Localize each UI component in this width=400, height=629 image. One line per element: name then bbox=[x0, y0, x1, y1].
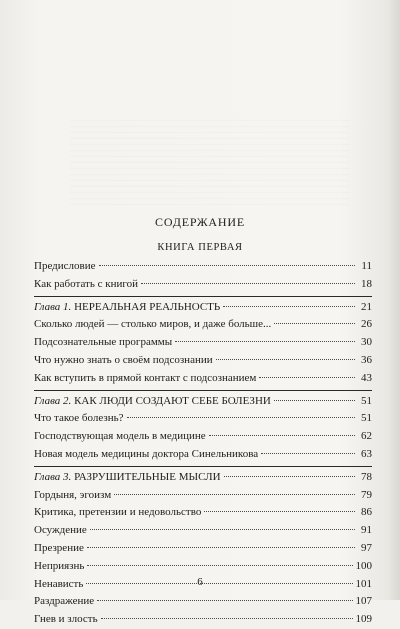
entry-title bbox=[34, 487, 111, 505]
dot-leader bbox=[216, 358, 355, 360]
entry-page-number: 107 bbox=[355, 595, 372, 608]
dot-leader bbox=[204, 510, 355, 512]
section-divider bbox=[34, 466, 372, 467]
section-divider bbox=[34, 296, 372, 297]
entry-page-number: 91 bbox=[361, 524, 372, 537]
entry-title-text: РАЗРУШИТЕЛЬНЫЕ МЫСЛИ bbox=[74, 470, 221, 483]
dot-leader bbox=[141, 282, 355, 284]
dot-leader bbox=[175, 340, 355, 342]
dot-leader bbox=[261, 452, 355, 454]
toc-entry[interactable] bbox=[34, 370, 372, 388]
dot-leader bbox=[99, 264, 356, 266]
toc-entry[interactable] bbox=[34, 352, 372, 370]
toc-entry[interactable] bbox=[34, 593, 372, 611]
chapter-label: Глава 2. bbox=[34, 394, 72, 407]
entry-title-text: Гнев и злость bbox=[34, 613, 98, 626]
entry-title bbox=[34, 428, 206, 446]
entry-title-text: КАК ЛЮДИ СОЗДАЮТ СЕБЕ БОЛЕЗНИ bbox=[74, 394, 271, 407]
entry-page-number: 36 bbox=[361, 353, 372, 366]
toc-entry[interactable] bbox=[34, 611, 372, 629]
entry-page-number: 62 bbox=[361, 430, 372, 443]
entry-title bbox=[34, 370, 256, 388]
entry-title-text: Что нужно знать о своём подсознании bbox=[34, 353, 213, 366]
entry-page-number: 43 bbox=[361, 371, 372, 384]
entry-title bbox=[34, 276, 138, 294]
dot-leader bbox=[90, 528, 355, 530]
contents-heading: СОДЕРЖАНИЕ bbox=[155, 215, 245, 229]
toc-entry[interactable] bbox=[34, 334, 372, 352]
entry-title-text: Господствующая модель в медицине bbox=[34, 430, 206, 443]
toc-entry[interactable] bbox=[34, 276, 372, 294]
dot-leader bbox=[223, 305, 355, 307]
entry-title-text: Как работать с книгой bbox=[34, 277, 138, 290]
entry-page-number: 51 bbox=[361, 412, 372, 425]
entry-page-number: 101 bbox=[355, 577, 372, 590]
dot-leader bbox=[87, 546, 355, 548]
entry-title bbox=[34, 410, 124, 428]
entry-title-text: Подсознательные программы bbox=[34, 336, 173, 349]
page-number: 6 bbox=[197, 576, 203, 588]
toc-entry[interactable] bbox=[34, 558, 372, 576]
chapter-label: Глава 3. bbox=[34, 470, 72, 483]
bleed-through-text bbox=[70, 120, 350, 205]
entry-title bbox=[34, 558, 84, 576]
dot-leader bbox=[114, 493, 355, 495]
book-heading: КНИГА ПЕРВАЯ bbox=[157, 242, 243, 253]
entry-title-text: Как вступить в прямой контакт с подсознанием bbox=[34, 371, 257, 384]
entry-title-text: Гордыня, эгоизм bbox=[34, 488, 112, 501]
toc-entry[interactable] bbox=[34, 428, 372, 446]
toc-entry[interactable] bbox=[34, 487, 372, 505]
toc-entry[interactable] bbox=[34, 446, 372, 464]
entry-title-text: Сколько людей — столько миров, и даже больше... bbox=[34, 318, 272, 331]
table-of-contents bbox=[34, 258, 372, 629]
entry-title bbox=[34, 504, 201, 522]
entry-page-number: 79 bbox=[361, 488, 372, 501]
entry-title bbox=[34, 393, 271, 411]
toc-entry[interactable] bbox=[34, 522, 372, 540]
entry-title-text: Ненависть bbox=[34, 577, 84, 590]
toc-entry[interactable] bbox=[34, 258, 372, 276]
entry-page-number: 30 bbox=[361, 336, 372, 349]
entry-title-text: НЕРЕАЛЬНАЯ РЕАЛЬНОСТЬ bbox=[74, 300, 221, 313]
toc-entry[interactable] bbox=[34, 316, 372, 334]
dot-leader bbox=[127, 416, 355, 418]
entry-title-text: Критика, претензии и недовольство bbox=[34, 506, 202, 519]
toc-chapter-entry[interactable] bbox=[34, 299, 372, 317]
toc-chapter-entry[interactable] bbox=[34, 469, 372, 487]
dot-leader bbox=[274, 399, 355, 401]
dot-leader bbox=[259, 376, 355, 378]
toc-entry[interactable] bbox=[34, 540, 372, 558]
toc-entry[interactable] bbox=[34, 410, 372, 428]
entry-page-number: 26 bbox=[361, 318, 372, 331]
entry-title bbox=[34, 334, 172, 352]
entry-title bbox=[34, 446, 258, 464]
entry-title-text: Что такое болезнь? bbox=[34, 412, 124, 425]
section-divider bbox=[34, 390, 372, 391]
entry-title bbox=[34, 352, 213, 370]
dot-leader bbox=[101, 617, 353, 619]
entry-title-text: Осуждение bbox=[34, 524, 87, 537]
entry-title-text: Новая модель медицины доктора Синельникова bbox=[34, 447, 259, 460]
entry-title-text: Раздражение bbox=[34, 595, 95, 608]
entry-page-number: 86 bbox=[361, 506, 372, 519]
toc-entry[interactable] bbox=[34, 504, 372, 522]
entry-title-text: Презрение bbox=[34, 541, 84, 554]
entry-title bbox=[34, 316, 271, 334]
toc-chapter-entry[interactable] bbox=[34, 393, 372, 411]
entry-page-number: 97 bbox=[361, 541, 372, 554]
entry-title bbox=[34, 469, 221, 487]
entry-title bbox=[34, 593, 94, 611]
entry-page-number: 63 bbox=[361, 447, 372, 460]
entry-title bbox=[34, 522, 87, 540]
entry-page-number: 18 bbox=[361, 277, 372, 290]
dot-leader bbox=[87, 564, 352, 566]
entry-title bbox=[34, 540, 84, 558]
entry-title bbox=[34, 299, 220, 317]
entry-title-text: Неприязнь bbox=[34, 559, 85, 572]
dot-leader bbox=[274, 322, 355, 324]
chapter-label: Глава 1. bbox=[34, 300, 72, 313]
entry-title bbox=[34, 611, 98, 629]
entry-title-text: Предисловие bbox=[34, 260, 96, 272]
entry-page-number: 78 bbox=[361, 470, 372, 483]
dot-leader bbox=[209, 434, 355, 436]
entry-page-number: 109 bbox=[355, 613, 372, 626]
entry-page-number: 21 bbox=[361, 300, 372, 313]
entry-page-number: 51 bbox=[361, 394, 372, 407]
entry-page-number: 100 bbox=[355, 559, 372, 572]
entry-title bbox=[34, 258, 96, 276]
dot-leader bbox=[224, 475, 355, 477]
entry-page-number: 11 bbox=[361, 260, 372, 272]
